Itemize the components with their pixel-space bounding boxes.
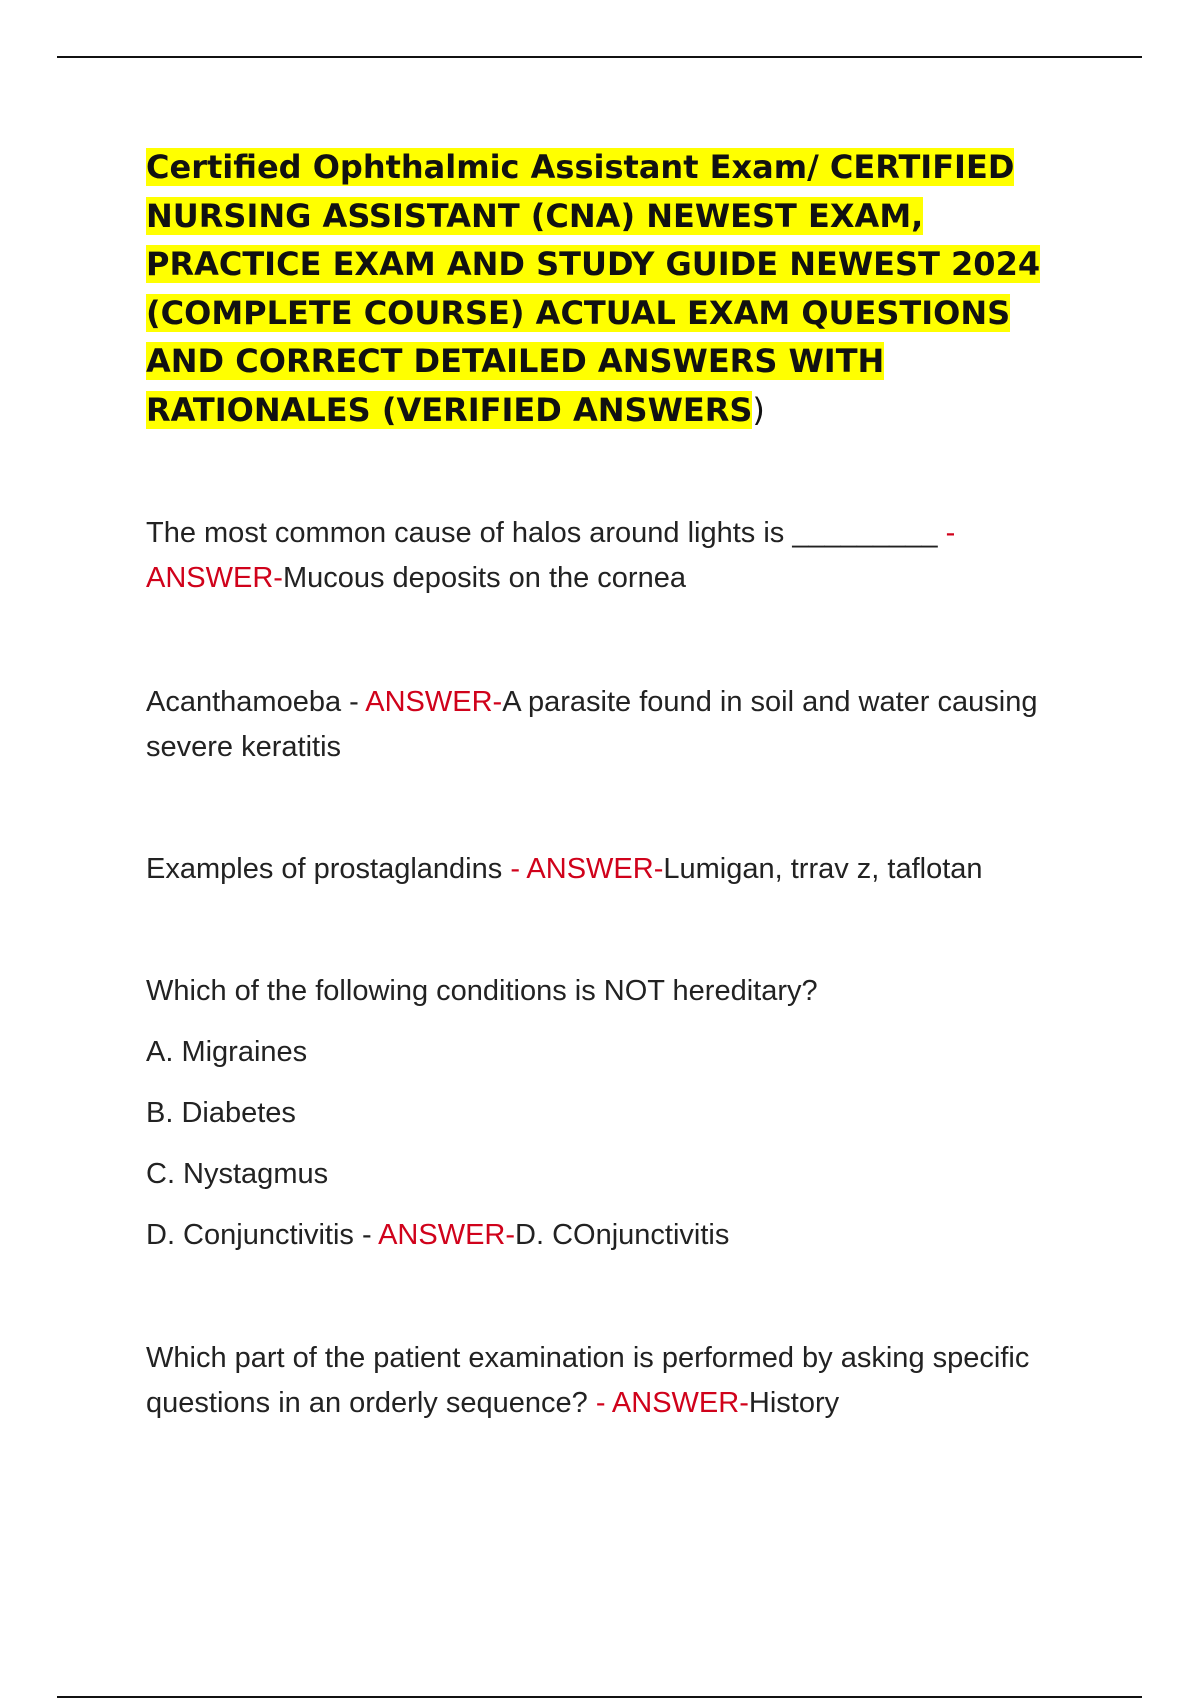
question-text: Examples of prostaglandins bbox=[146, 853, 511, 885]
answer-text: History bbox=[748, 1387, 840, 1419]
qa-item-history bbox=[146, 1336, 1086, 1426]
document-title bbox=[146, 143, 1096, 434]
qa-item-halos bbox=[146, 511, 1086, 601]
answer-text: A parasite found in soil and water causing severe keratitis bbox=[146, 686, 1038, 763]
answer-text: Mucous deposits on the cornea bbox=[282, 562, 686, 594]
title-tail: ) bbox=[752, 390, 765, 429]
option-a: A. Migraines bbox=[146, 1036, 308, 1068]
option-b: B. Diabetes bbox=[146, 1097, 296, 1129]
answer-marker: - ANSWER- bbox=[510, 853, 664, 885]
question-text: Which of the following conditions is NOT hereditary? bbox=[146, 975, 818, 1007]
answer-text: Lumigan, trrav z, taflotan bbox=[663, 853, 983, 885]
bottom-rule bbox=[57, 1696, 1142, 1698]
option-d bbox=[146, 1213, 729, 1258]
answer-marker: ANSWER- bbox=[378, 1219, 516, 1251]
answer-marker: - ANSWER- bbox=[146, 517, 956, 594]
qa-item-prostaglandins bbox=[146, 847, 1086, 892]
answer-marker: ANSWER- bbox=[365, 686, 503, 718]
option-c: C. Nystagmus bbox=[146, 1158, 329, 1190]
title-highlighted-text: Certified Ophthalmic Assistant Exam/ CERTIFIED NURSING ASSISTANT (CNA) NEWEST EXAM, PRACTICE EXAM AND STUDY GUIDE NEWEST 2024 (COMPLETE COURSE) ACTUAL EXAM QUESTIONS AND CORRECT DETAILED ANSWERS WITH RATIONALES (VERIFIED ANSWERS bbox=[146, 148, 1041, 429]
question-text: Which part of the patient examination is performed by asking specific questions in an orderly sequence? bbox=[146, 1342, 1030, 1419]
answer-text: D. COnjunctivitis bbox=[515, 1219, 730, 1251]
question-text: Acanthamoeba - bbox=[146, 686, 366, 718]
top-rule bbox=[57, 56, 1142, 58]
option-d-text: D. Conjunctivitis - bbox=[146, 1219, 379, 1251]
qa-item-hereditary-question bbox=[146, 969, 1086, 1014]
question-text: The most common cause of halos around lights is _________ bbox=[146, 517, 946, 549]
answer-marker: - ANSWER- bbox=[595, 1387, 749, 1419]
qa-item-acanthamoeba bbox=[146, 680, 1086, 770]
